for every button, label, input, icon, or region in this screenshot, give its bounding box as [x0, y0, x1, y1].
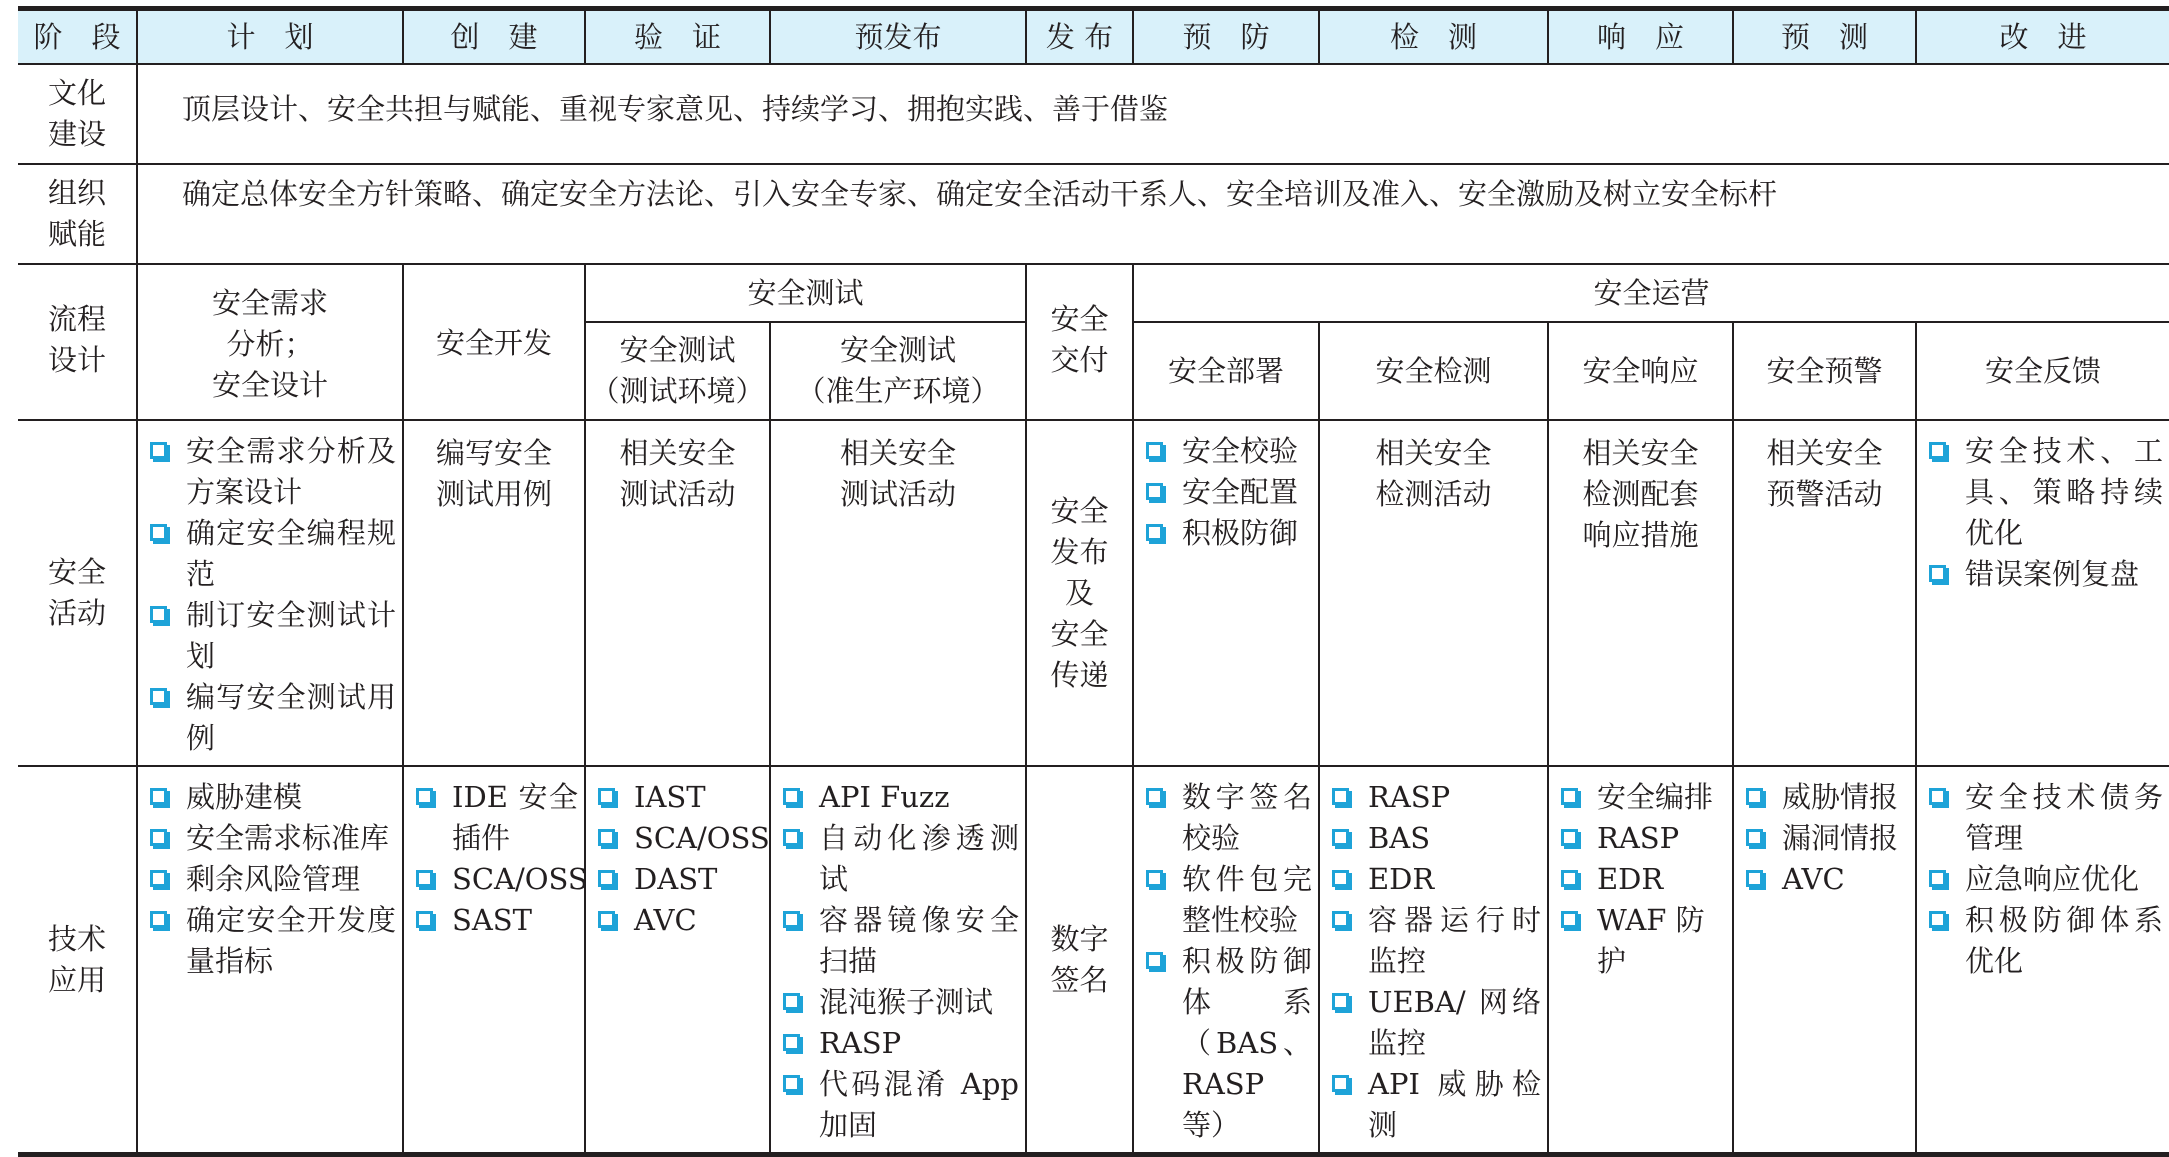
culture-label-line1: 文化 — [47, 76, 106, 110]
list-item — [1744, 859, 1909, 900]
checkbox-bullet-icon — [1929, 911, 1946, 928]
process-ops-detect: 安全检测 — [1319, 322, 1548, 420]
list-item-text: 软件包完整性校验 — [1182, 862, 1312, 937]
checkbox-bullet-icon — [150, 870, 167, 887]
list-item-text: 确定安全开发度量指标 — [186, 903, 396, 978]
list-item — [148, 513, 396, 595]
activities-label-line2: 活动 — [47, 596, 106, 630]
activities-detect-line1: 相关安全 — [1375, 436, 1492, 470]
process-ops-respond: 安全响应 — [1548, 322, 1733, 420]
list-item — [148, 900, 396, 982]
list-item — [1144, 472, 1312, 513]
checkbox-bullet-icon — [1332, 911, 1349, 928]
checkbox-bullet-icon — [598, 788, 615, 805]
checkbox-bullet-icon — [1929, 870, 1946, 887]
culture-row — [18, 64, 2169, 164]
process-plan-line2: 分析； — [226, 327, 314, 361]
checkbox-bullet-icon — [598, 829, 615, 846]
activities-release — [1026, 420, 1133, 766]
tech-plan — [137, 766, 403, 1155]
list-item-text: IAST — [634, 780, 706, 814]
process-deliver — [1026, 264, 1133, 420]
activities-label — [18, 420, 137, 766]
list-item — [1927, 777, 2163, 859]
list-item — [1559, 818, 1726, 859]
checkbox-bullet-icon — [1929, 442, 1946, 459]
checkbox-bullet-icon — [1332, 829, 1349, 846]
list-item — [596, 859, 763, 900]
process-label-line2: 设计 — [47, 343, 106, 377]
checkbox-bullet-icon — [150, 606, 167, 623]
list-item-text: IDE 安全插件 — [452, 780, 578, 855]
checkbox-bullet-icon — [416, 870, 433, 887]
list-item — [148, 859, 396, 900]
activities-row — [18, 420, 2169, 766]
list-item — [1927, 431, 2163, 554]
list-item — [1144, 431, 1312, 472]
checkbox-bullet-icon — [1332, 1075, 1349, 1092]
list-item-text: 确定安全编程规范 — [186, 516, 396, 591]
list-item — [1330, 777, 1541, 818]
process-test-env — [585, 322, 770, 420]
list-item — [1330, 900, 1541, 982]
list-item — [1144, 941, 1312, 1146]
list-item — [1330, 859, 1541, 900]
list-item-text: AVC — [1782, 862, 1845, 896]
list-item-text: 漏洞情报 — [1782, 821, 1899, 855]
list-item — [1330, 1064, 1541, 1146]
list-item-text: AVC — [634, 903, 697, 937]
list-item — [148, 818, 396, 859]
list-item-text: RASP — [1368, 780, 1451, 814]
activities-prerelease-line1: 相关安全 — [839, 436, 956, 470]
activities-respond — [1548, 420, 1733, 766]
activities-respond-line3: 响应措施 — [1582, 518, 1699, 552]
list-item-text: 积极防御体系优化 — [1965, 903, 2163, 978]
list-item-text: 自动化渗透测试 — [819, 821, 1019, 896]
header-verify: 验 证 — [585, 9, 770, 65]
checkbox-bullet-icon — [783, 1034, 800, 1051]
list-item-text: 混沌猴子测试 — [819, 985, 994, 1019]
tech-verify — [585, 766, 770, 1155]
process-deliver-line2: 交付 — [1050, 343, 1109, 377]
list-item-text: EDR — [1368, 862, 1435, 896]
tech-build — [403, 766, 588, 1155]
header-prerelease: 预发布 — [770, 9, 1026, 65]
activities-build — [403, 420, 585, 766]
process-plan — [137, 264, 403, 420]
process-plan-line1: 安全需求 — [211, 286, 328, 320]
activities-predict — [1733, 420, 1916, 766]
checkbox-bullet-icon — [416, 911, 433, 928]
checkbox-bullet-icon — [1929, 788, 1946, 805]
list-item — [1330, 982, 1541, 1064]
process-ops-group: 安全运营 — [1133, 264, 2169, 322]
checkbox-bullet-icon — [416, 788, 433, 805]
process-label-line1: 流程 — [47, 302, 106, 336]
list-item-text: 安全技术债务管理 — [1965, 780, 2163, 855]
checkbox-bullet-icon — [783, 911, 800, 928]
checkbox-bullet-icon — [150, 788, 167, 805]
list-item — [414, 900, 578, 941]
process-test-env-line2: （测试环境） — [590, 374, 765, 408]
tech-label-line1: 技术 — [47, 921, 106, 956]
list-item — [148, 777, 396, 818]
list-item-text: 积极防御体系（BAS、RASP 等） — [1182, 944, 1312, 1142]
process-build-text: 安全开发 — [435, 326, 552, 360]
header-row — [18, 9, 2169, 65]
activities-detect-line2: 检测活动 — [1375, 477, 1492, 511]
process-test-preprod — [770, 322, 1026, 420]
list-item — [1559, 859, 1726, 900]
tech-row — [18, 766, 2169, 1155]
process-ops-feedback: 安全反馈 — [1916, 322, 2169, 420]
list-item-text: 容器运行时监控 — [1368, 903, 1541, 978]
list-item-text: 数字签名校验 — [1182, 780, 1312, 855]
header-improve: 改 进 — [1916, 9, 2169, 65]
list-item-text: 代码混淆 App 加固 — [819, 1067, 1019, 1142]
checkbox-bullet-icon — [783, 993, 800, 1010]
list-item — [1744, 777, 1909, 818]
checkbox-bullet-icon — [783, 1075, 800, 1092]
list-item-text: RASP — [1597, 821, 1680, 855]
checkbox-bullet-icon — [150, 829, 167, 846]
devsecops-table-sheet — [18, 6, 2169, 1142]
list-item-text: 安全需求分析及方案设计 — [186, 434, 396, 509]
list-item-text: 安全配置 — [1182, 475, 1299, 509]
activities-respond-line1: 相关安全 — [1582, 436, 1699, 470]
tech-improve — [1916, 766, 2169, 1155]
list-item — [781, 818, 1019, 900]
list-item-text: 应急响应优化 — [1965, 862, 2140, 896]
activities-prerelease-line2: 测试活动 — [839, 477, 956, 511]
activities-predict-line1: 相关安全 — [1766, 436, 1883, 470]
header-release: 发 布 — [1026, 9, 1133, 65]
activities-predict-line2: 预警活动 — [1766, 477, 1883, 511]
list-item — [781, 1023, 1019, 1064]
list-item-text: 安全需求标准库 — [186, 821, 390, 855]
activities-release-line1: 安全 — [1050, 493, 1109, 528]
checkbox-bullet-icon — [150, 911, 167, 928]
list-item-text: SCA/OSS — [634, 821, 770, 855]
checkbox-bullet-icon — [1332, 993, 1349, 1010]
process-build — [403, 264, 585, 420]
checkbox-bullet-icon — [783, 788, 800, 805]
checkbox-bullet-icon — [1746, 829, 1763, 846]
header-detect: 检 测 — [1319, 9, 1548, 65]
list-item-text: RASP — [819, 1026, 902, 1060]
org-label — [18, 164, 137, 264]
list-item — [414, 777, 578, 859]
list-item-text: BAS — [1368, 821, 1431, 855]
list-item-text: API Fuzz — [819, 780, 950, 814]
tech-label — [18, 766, 137, 1155]
org-label-line1: 组织 — [47, 176, 106, 210]
activities-plan — [137, 420, 403, 766]
list-item — [1559, 777, 1726, 818]
list-item — [596, 900, 763, 941]
list-item — [781, 777, 1019, 818]
list-item — [596, 777, 763, 818]
list-item-text: SAST — [452, 903, 533, 937]
list-item — [1744, 818, 1909, 859]
activities-build-line2: 测试用例 — [435, 477, 552, 511]
process-test-env-line1: 安全测试 — [619, 333, 736, 367]
list-item — [148, 677, 396, 759]
checkbox-bullet-icon — [1929, 565, 1946, 582]
activities-release-line2: 发布 — [1050, 534, 1109, 569]
process-test-preprod-line1: 安全测试 — [839, 333, 956, 367]
list-item-text: 剩余风险管理 — [186, 862, 361, 896]
list-item-text: 威胁建模 — [186, 780, 303, 814]
activities-improve — [1916, 420, 2169, 766]
checkbox-bullet-icon — [1561, 788, 1578, 805]
list-item — [414, 859, 588, 900]
culture-text: 顶层设计、安全共担与赋能、重视专家意见、持续学习、拥抱实践、善于借鉴 — [137, 64, 2169, 164]
tech-prevent — [1133, 766, 1319, 1155]
tech-respond — [1548, 766, 1733, 1155]
list-item-text: 威胁情报 — [1782, 780, 1899, 814]
checkbox-bullet-icon — [783, 829, 800, 846]
list-item-text: 安全校验 — [1182, 434, 1299, 468]
activities-verify — [585, 420, 770, 766]
list-item-text: 容器镜像安全扫描 — [819, 903, 1019, 978]
process-label — [18, 264, 137, 420]
list-item — [148, 595, 396, 677]
list-item-text: UEBA/ 网络监控 — [1368, 985, 1541, 1060]
checkbox-bullet-icon — [150, 688, 167, 705]
checkbox-bullet-icon — [1746, 870, 1763, 887]
list-item — [1927, 554, 2163, 595]
list-item-text: 安全技术、工具、策略持续优化 — [1965, 434, 2163, 550]
devsecops-stage-table — [18, 6, 2169, 1157]
list-item-text: SCA/OSS — [452, 862, 588, 896]
activities-prerelease — [770, 420, 1026, 766]
checkbox-bullet-icon — [1146, 524, 1163, 541]
org-text: 确定总体安全方针策略、确定安全方法论、引入安全专家、确定安全活动干系人、安全培训及准入、安全激励及树立安全标杆 — [137, 164, 2169, 264]
list-item-text: DAST — [634, 862, 718, 896]
checkbox-bullet-icon — [1146, 788, 1163, 805]
activities-release-line3: 及 — [1064, 575, 1094, 610]
checkbox-bullet-icon — [1332, 788, 1349, 805]
list-item-text: 制订安全测试计划 — [186, 598, 396, 673]
process-test-group: 安全测试 — [585, 264, 1026, 322]
header-respond: 响 应 — [1548, 9, 1733, 65]
header-stage: 阶 段 — [18, 9, 137, 65]
list-item-text: 错误案例复盘 — [1965, 557, 2140, 591]
org-row — [18, 164, 2169, 264]
activities-respond-line2: 检测配套 — [1582, 477, 1699, 511]
list-item — [781, 900, 1019, 982]
tech-release-line1: 数字 — [1050, 921, 1109, 956]
process-row-top — [18, 264, 2169, 322]
header-prevent: 预 防 — [1133, 9, 1319, 65]
tech-label-line2: 应用 — [47, 962, 106, 997]
list-item — [596, 818, 770, 859]
tech-detect — [1319, 766, 1548, 1155]
checkbox-bullet-icon — [598, 911, 615, 928]
culture-label — [18, 64, 137, 164]
list-item — [781, 1064, 1019, 1146]
checkbox-bullet-icon — [150, 442, 167, 459]
activities-build-line1: 编写安全 — [435, 436, 552, 470]
header-predict: 预 测 — [1733, 9, 1916, 65]
list-item — [1330, 818, 1541, 859]
header-build: 创 建 — [403, 9, 585, 65]
tech-prerelease — [770, 766, 1026, 1155]
activities-release-line5: 传递 — [1050, 657, 1109, 692]
list-item — [1927, 859, 2163, 900]
list-item-text: EDR — [1597, 862, 1664, 896]
checkbox-bullet-icon — [1561, 911, 1578, 928]
tech-release-line2: 签名 — [1050, 962, 1109, 997]
list-item-text: WAF 防护 — [1597, 903, 1705, 978]
checkbox-bullet-icon — [1146, 952, 1163, 969]
checkbox-bullet-icon — [150, 524, 167, 541]
list-item-text: 编写安全测试用例 — [186, 680, 396, 755]
activities-verify-line1: 相关安全 — [619, 436, 736, 470]
org-label-line2: 赋能 — [47, 217, 106, 251]
process-ops-warn: 安全预警 — [1733, 322, 1916, 420]
activities-label-line1: 安全 — [47, 555, 106, 589]
checkbox-bullet-icon — [1561, 870, 1578, 887]
process-plan-line3: 安全设计 — [211, 368, 328, 402]
list-item — [1144, 513, 1312, 554]
list-item — [1927, 900, 2163, 982]
list-item — [148, 431, 396, 513]
process-ops-deploy: 安全部署 — [1133, 322, 1319, 420]
list-item-text: 安全编排 — [1597, 780, 1714, 814]
list-item — [1559, 900, 1726, 982]
checkbox-bullet-icon — [1561, 829, 1578, 846]
list-item-text: API 威胁检测 — [1368, 1067, 1541, 1142]
culture-label-line2: 建设 — [47, 117, 106, 151]
tech-release — [1026, 766, 1133, 1155]
checkbox-bullet-icon — [1146, 870, 1163, 887]
header-plan: 计 划 — [137, 9, 403, 65]
checkbox-bullet-icon — [1146, 442, 1163, 459]
list-item — [1144, 777, 1312, 859]
checkbox-bullet-icon — [1146, 483, 1163, 500]
list-item — [1144, 859, 1312, 941]
activities-release-line4: 安全 — [1050, 616, 1109, 651]
list-item-text: 积极防御 — [1182, 516, 1299, 550]
tech-predict — [1733, 766, 1916, 1155]
list-item — [781, 982, 1019, 1023]
activities-detect — [1319, 420, 1548, 766]
process-deliver-line1: 安全 — [1050, 302, 1109, 336]
process-test-preprod-line2: （准生产环境） — [796, 374, 1000, 408]
checkbox-bullet-icon — [598, 870, 615, 887]
activities-prevent — [1133, 420, 1319, 766]
checkbox-bullet-icon — [1746, 788, 1763, 805]
checkbox-bullet-icon — [1332, 870, 1349, 887]
activities-verify-line2: 测试活动 — [619, 477, 736, 511]
